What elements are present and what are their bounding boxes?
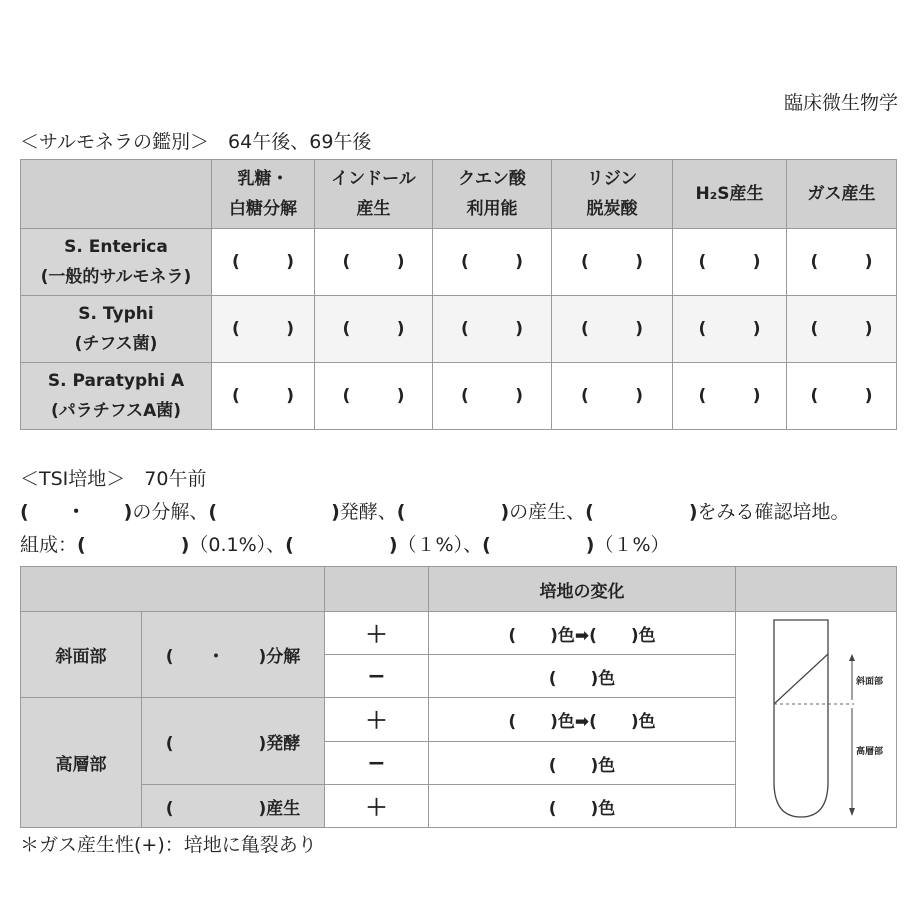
answer-blank: ( )	[673, 296, 787, 363]
col-header-citrate: クエン酸 利用能	[433, 160, 552, 229]
answer-blank: ( )	[673, 229, 787, 296]
answer-blank: ( )	[787, 296, 897, 363]
salmonella-table	[20, 159, 897, 430]
blank-product: ( )	[396, 501, 510, 523]
tsi-description: ( ・ )の分解、( )発酵、( )の産生、( )をみる確認培地。	[20, 501, 850, 523]
answer-blank: ( )	[433, 229, 552, 296]
sign-minus: −	[325, 655, 429, 698]
answer-blank: ( )	[787, 229, 897, 296]
sign-plus: ＋	[325, 612, 429, 655]
col-header-gas: ガス産生	[787, 160, 897, 229]
tsi-table	[20, 566, 897, 828]
color-result: ( )色	[429, 742, 736, 785]
blank-composition-2: ( )	[285, 534, 398, 556]
salmonella-section-title: ＜サルモネラの鑑別＞ 64午後、69午後	[20, 131, 372, 153]
table-row	[21, 229, 897, 296]
tsi-header-row	[21, 567, 897, 612]
slant-reaction: ( ・ )分解	[142, 612, 325, 698]
color-result: ( )色	[429, 655, 736, 698]
subject-label: 臨床微生物学	[783, 92, 898, 114]
col-header-h2s: H₂S産生	[673, 160, 787, 229]
salmonella-header-row	[21, 160, 897, 229]
row-label-paratyphi: S. Paratyphi A (パラチフスA菌)	[21, 363, 212, 430]
answer-blank: ( )	[212, 296, 315, 363]
footnote: ＊ガス産生性(+)：培地に亀裂あり	[20, 834, 317, 856]
answer-blank: ( )	[552, 229, 673, 296]
tube-diagram	[736, 612, 897, 828]
tsi-composition: 組成：( )（0.1%）、( )（１%）、( )（１%）	[20, 534, 670, 556]
col-header-lactose: 乳糖・ 白糖分解	[212, 160, 315, 229]
color-change: ( )色➡( )色	[429, 698, 736, 742]
answer-blank: ( )	[433, 296, 552, 363]
sign-plus: ＋	[325, 698, 429, 742]
answer-blank: ( )	[673, 363, 787, 430]
table-row	[21, 363, 897, 430]
answer-blank: ( )	[552, 296, 673, 363]
tsi-tube-icon	[736, 612, 896, 822]
diagram-slant-label: 斜面部	[856, 677, 884, 687]
blank-gas: ( )	[585, 501, 698, 523]
butt-reaction-fermentation: ( )発酵	[142, 698, 325, 785]
answer-blank: ( )	[315, 296, 433, 363]
answer-blank: ( )	[552, 363, 673, 430]
answer-blank: ( )	[315, 363, 433, 430]
header-change: 培地の変化	[429, 567, 736, 612]
sign-minus: −	[325, 742, 429, 785]
header-blank	[21, 567, 325, 612]
answer-blank: ( )	[787, 363, 897, 430]
answer-blank: ( )	[315, 229, 433, 296]
butt-reaction-product: ( )産生	[142, 785, 325, 828]
color-change: ( )色➡( )色	[429, 612, 736, 655]
col-header-indole: インドール 産生	[315, 160, 433, 229]
tsi-section-title: ＜TSI培地＞ 70午前	[20, 468, 207, 490]
answer-blank: ( )	[433, 363, 552, 430]
table-row	[21, 612, 897, 655]
corner-cell	[21, 160, 212, 229]
blank-composition-3: ( )	[482, 534, 595, 556]
blank-composition-1: ( )	[77, 534, 190, 556]
answer-blank: ( )	[212, 229, 315, 296]
col-header-lysine: リジン 脱炭酸	[552, 160, 673, 229]
slant-label: 斜面部	[21, 612, 142, 698]
header-sign	[325, 567, 429, 612]
table-row	[21, 296, 897, 363]
color-result: ( )色	[429, 785, 736, 828]
blank-sugar: ( ・ )	[20, 501, 133, 523]
header-diagram	[736, 567, 897, 612]
answer-blank: ( )	[212, 363, 315, 430]
diagram-butt-label: 高層部	[856, 747, 884, 757]
butt-label: 高層部	[21, 698, 142, 828]
sign-plus: ＋	[325, 785, 429, 828]
row-label-enterica: S. Enterica (一般的サルモネラ)	[21, 229, 212, 296]
blank-fermentation: ( )	[208, 501, 340, 523]
row-label-typhi: S. Typhi (チフス菌)	[21, 296, 212, 363]
